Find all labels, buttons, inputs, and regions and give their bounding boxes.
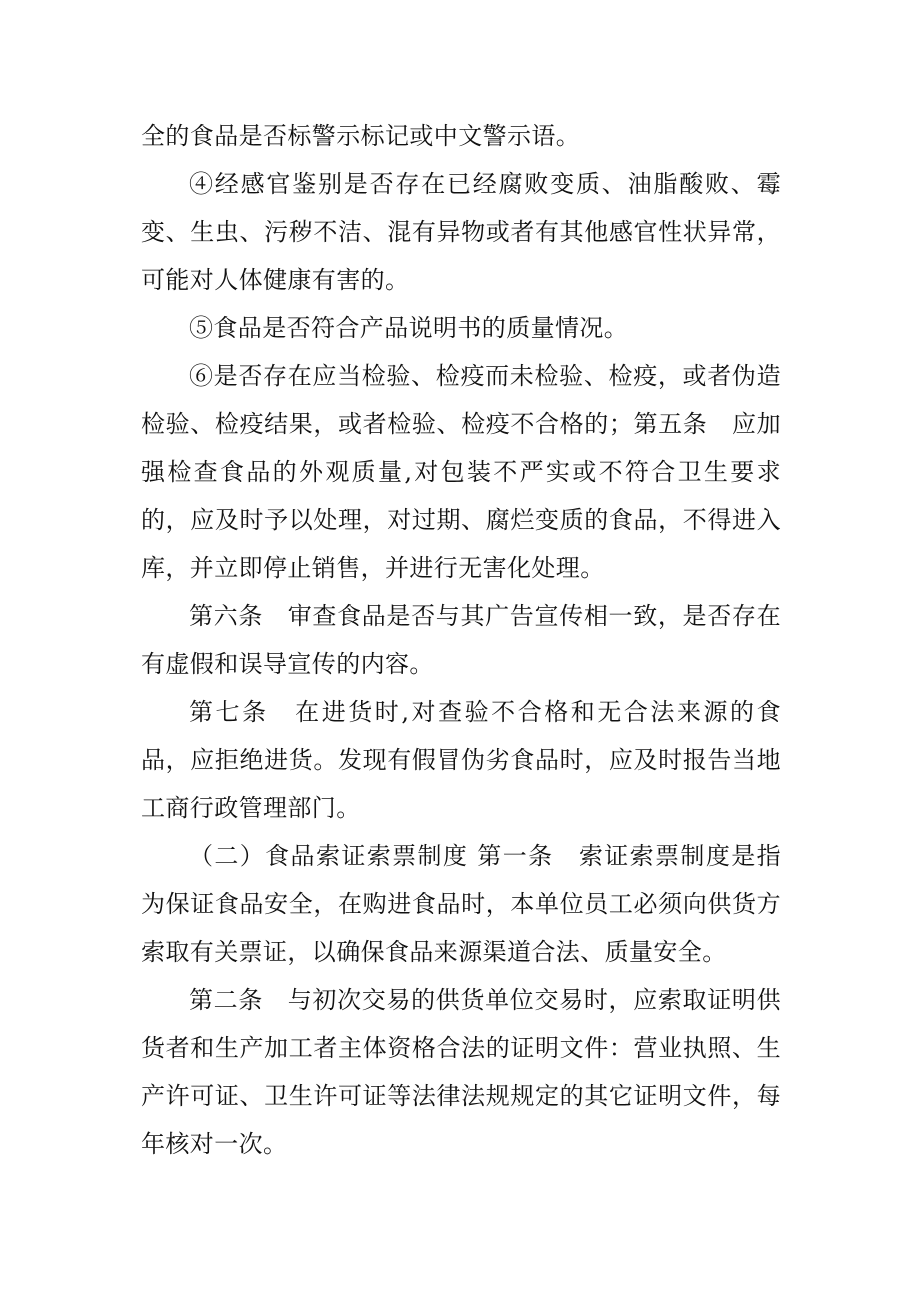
paragraph-article-7: 第七条 在进货时,对查验不合格和无合法来源的食品，应拒绝进货。发现有假冒伪劣食品时，应及时报告当地工商行政管理部门。	[141, 698, 781, 822]
paragraph-continuation: 全的食品是否标警示标记或中文警示语。	[141, 122, 581, 150]
paragraph-item-6: ⑥是否存在应当检验、检疫而未检验、检疫，或者伪造检验、检疫结果，或者检验、检疫不合格的；第五条 应加强检查食品的外观质量,对包装不严实或不符合卫生要求的，应及时予以处理，对过期、腐烂变质的食品，不得进入库，并立即停止销售，并进行无害化处理。	[141, 362, 781, 582]
paragraph-item-4: ④经感官鉴别是否存在已经腐败变质、油脂酸败、霉变、生虫、污秽不洁、混有异物或者有其他感官性状异常，可能对人体健康有害的。	[141, 170, 781, 294]
paragraph-article-2: 第二条 与初次交易的供货单位交易时，应索取证明供货者和生产加工者主体资格合法的证明文件：营业执照、生产许可证、卫生许可证等法律法规规定的其它证明文件，每年核对一次。	[141, 986, 781, 1158]
document-page	[141, 112, 781, 1168]
paragraph-item-5: ⑤食品是否符合产品说明书的质量情况。	[189, 314, 629, 342]
paragraph-article-6: 第六条 审查食品是否与其广告宣传相一致，是否存在有虚假和误导宣传的内容。	[141, 602, 781, 678]
paragraph-section-2: （二）食品索证索票制度 第一条 索证索票制度是指为保证食品安全，在购进食品时，本单位员工必须向供货方索取有关票证，以确保食品来源渠道合法、质量安全。	[141, 842, 781, 966]
